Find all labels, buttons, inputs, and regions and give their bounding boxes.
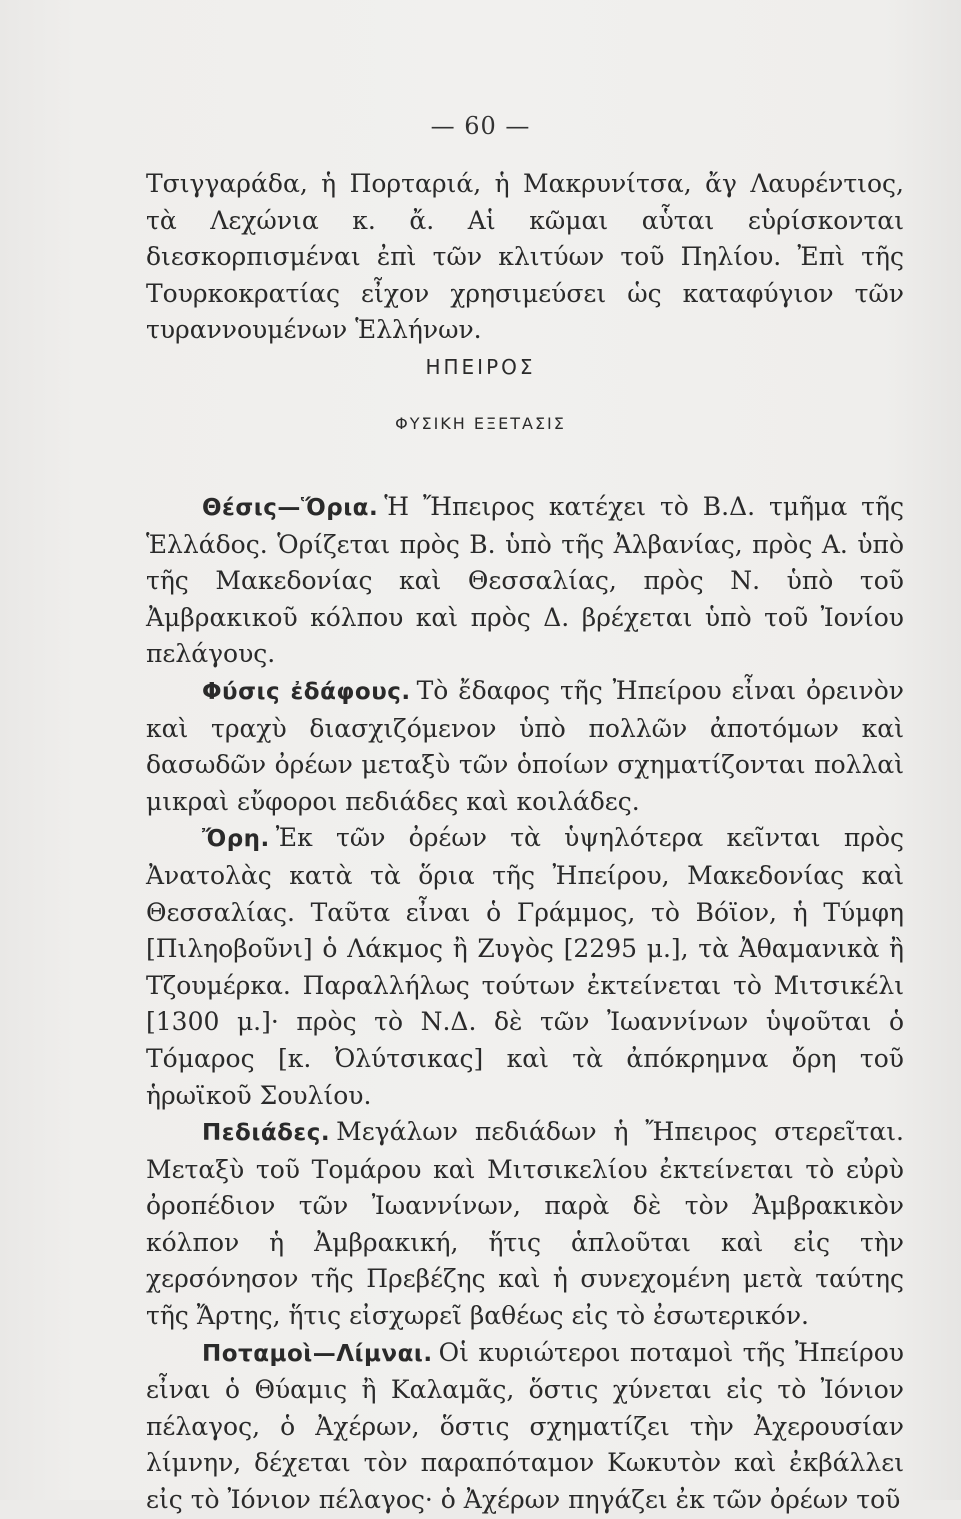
paragraph-text: Τὸ ἔδαφος τῆς Ἠπείρου εἶναι ὀρεινὸν καὶ τραχὺ διασχιζόμενον ὑπὸ πολλῶν ἀποτόμων καὶ δασωδῶν ὀρέων μεταξὺ τῶν ὁποίων σχηματίζονται πολλαὶ μικραὶ εὔφοροι πεδιάδες καὶ κοιλάδες. (146, 675, 904, 816)
intro-paragraph (146, 166, 904, 349)
paragraph-text: Ἐκ τῶν ὀρέων τὰ ὑψηλότερα κεῖνται πρὸς Ἀνατολὰς κατὰ τὰ ὅρια τῆς Ἠπείρου, Μακεδονίας καὶ Θεσσαλίας. Ταῦτα εἶναι ὁ Γράμμος, τὸ Βόϊον, ἡ Τύμφη [Πιληοβοῦνι] ὁ Λάκμος ἢ Ζυγὸς [2295 μ.], τὰ Ἀθαμανικὰ ἢ Τζουμέρκα. Παραλλήλως τούτων ἐκτείνεται τὸ Μιτσικέλι [1300 μ.]· πρὸς τὸ Ν.Δ. δὲ τῶν Ἰωαννίνων ὑψοῦται ὁ Τόμαρος [κ. Ὀλύτσικας] καὶ τὰ ἀπόκρημνα ὄρη τοῦ ἡρωϊκοῦ Σουλίου. (146, 823, 904, 1110)
paragraph-label: Ποταμοὶ—Λίμναι. (202, 1340, 433, 1367)
section-body (146, 489, 904, 1519)
paragraph-label: Ὄρη. (202, 826, 270, 853)
paragraph-text: Μεγάλων πεδιάδων ἡ Ἤπειρος στερεῖται. Μεταξὺ τοῦ Τομάρου καὶ Μιτσικελίου ἐκτείνεται τὸ εὐρὺ ὀροπέδιον τῶν Ἰωαννίνων, παρὰ δὲ τὸν Ἀμβρακικὸν κόλπον ἡ Ἀμβρακική, ἥτις ἁπλοῦται καὶ εἰς τὴν χερσόνησον τῆς Πρεβέζης καὶ ἡ συνεχομένη μετὰ ταύτης τῆς Ἄρτης, ἥτις εἰσχωρεῖ βαθέως εἰς τὸ ἐσωτερικόν. (146, 1117, 904, 1331)
paragraph-label: Θέσις—Ὅρια. (202, 495, 379, 521)
paragraph-label: Πεδιάδες. (202, 1120, 331, 1147)
paragraph-rivers-lakes (146, 1335, 904, 1519)
paragraph-text: Οἱ κυριώτεροι ποταμοὶ τῆς Ἠπείρου εἶναι ὁ Θύαμις ἢ Καλαμᾶς, ὅστις χύνεται εἰς τὸ Ἰόνιον πέλαγος, ὁ Ἀχέρων, ὅστις σχηματίζει τὴν Ἀχερουσίαν λίμνην, δέχεται τὸν παραπόταμον Κωκυτὸν καὶ ἐκβάλλει εἰς τὸ Ἰόνιον πέλαγος· ὁ Ἀχέρων πηγάζει ἐκ τῶν ὀρέων τοῦ (146, 1337, 904, 1515)
intro-paragraph-text: Τσιγγαράδα, ἡ Πορταριά, ἡ Μακρυνίτσα, ἄγ Λαυρέντιος, τὰ Λεχώνια κ. ἄ. Αἱ κῶμαι αὗται εὑρίσκονται διεσκορπισμέναι ἐπὶ τῶν κλιτύων τοῦ Πηλίου. Ἐπὶ τῆς Τουρκοκρατίας εἶχον χρησιμεύσει ὡς καταφύγιον τῶν τυραννουμένων Ἑλλήνων. (146, 169, 904, 345)
paragraph-plains (146, 1114, 904, 1335)
section-subtitle: ΦΥΣΙΚΗ ΕΞΕΤΑΣΙΣ (395, 414, 566, 433)
paragraph-position-borders (146, 489, 904, 673)
paragraph-soil-nature (146, 673, 904, 820)
paragraph-mountains (146, 820, 904, 1114)
page-number: — 60 — (430, 112, 531, 140)
paragraph-text: Ἡ Ἤπειρος κατέχει τὸ Β.Δ. τμῆμα τῆς Ἑλλάδος. Ὁρίζεται πρὸς Β. ὑπὸ τῆς Ἀλβανίας, πρὸς Α. ὑπὸ τῆς Μακεδονίας καὶ Θεσσαλίας, πρὸς Ν. ὑπὸ τοῦ Ἀμβρακικοῦ κόλπου καὶ πρὸς Δ. βρέχεται ὑπὸ τοῦ Ἰονίου πελάγους. (146, 492, 904, 669)
paragraph-label: Φύσις ἐδάφους. (202, 678, 411, 705)
section-title: ΗΠΕΙΡΟΣ (425, 355, 536, 379)
